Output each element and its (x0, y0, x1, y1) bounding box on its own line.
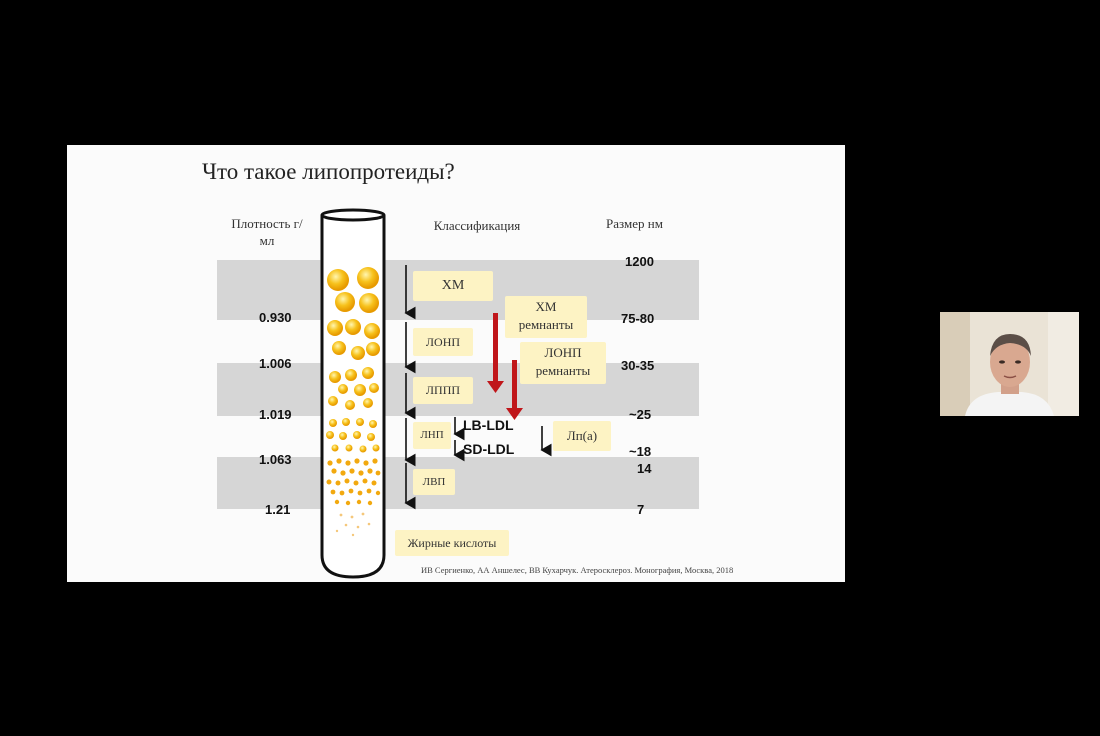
class-label-lvp: ЛВП (413, 469, 455, 495)
density-header: Плотность г/мл (231, 216, 303, 248)
presentation-slide (67, 145, 845, 582)
class-label-lonp: ЛОНП (413, 328, 473, 356)
density-value: 1.21 (265, 502, 291, 517)
size-value: 14 (637, 461, 652, 476)
class-label-lonp-remnants: ЛОНП ремнанты (520, 342, 606, 384)
classification-header: Классификация (433, 218, 521, 233)
test-tube-diagram (67, 145, 845, 582)
density-value: 1.006 (259, 356, 292, 371)
sd-ldl-label: SD-LDL (463, 441, 515, 457)
class-label-hm-remnants: ХМ ремнанты (505, 296, 587, 338)
person-video-icon (940, 312, 1079, 416)
size-header: Размер нм (606, 216, 663, 231)
size-value: ~18 (629, 444, 652, 459)
slide-title: Что такое липопротеиды? (202, 159, 455, 184)
presenter-webcam-thumbnail[interactable] (940, 312, 1079, 416)
size-value: ~25 (629, 407, 652, 422)
class-label-lnp: ЛНП (413, 422, 451, 449)
lb-ldl-label: LB-LDL (463, 417, 514, 433)
class-label-lpa: Лп(а) (553, 421, 611, 451)
class-label-fatty-acids: Жирные кислоты (395, 530, 509, 556)
size-value: 7 (637, 502, 645, 517)
density-value: 1.063 (259, 452, 292, 467)
size-value: 1200 (625, 254, 654, 269)
size-value: 30-35 (621, 358, 655, 373)
class-label-hm: ХМ (413, 271, 493, 301)
slide-citation: ИВ Сергиенко, АА Аншелес, ВВ Кухарчук. Атеросклероз. Монография, Москва, 2018 (421, 565, 734, 575)
size-value: 75-80 (621, 311, 655, 326)
density-value: 1.019 (259, 407, 292, 422)
class-label-lppp: ЛППП (413, 377, 473, 404)
density-value: 0.930 (259, 310, 292, 325)
